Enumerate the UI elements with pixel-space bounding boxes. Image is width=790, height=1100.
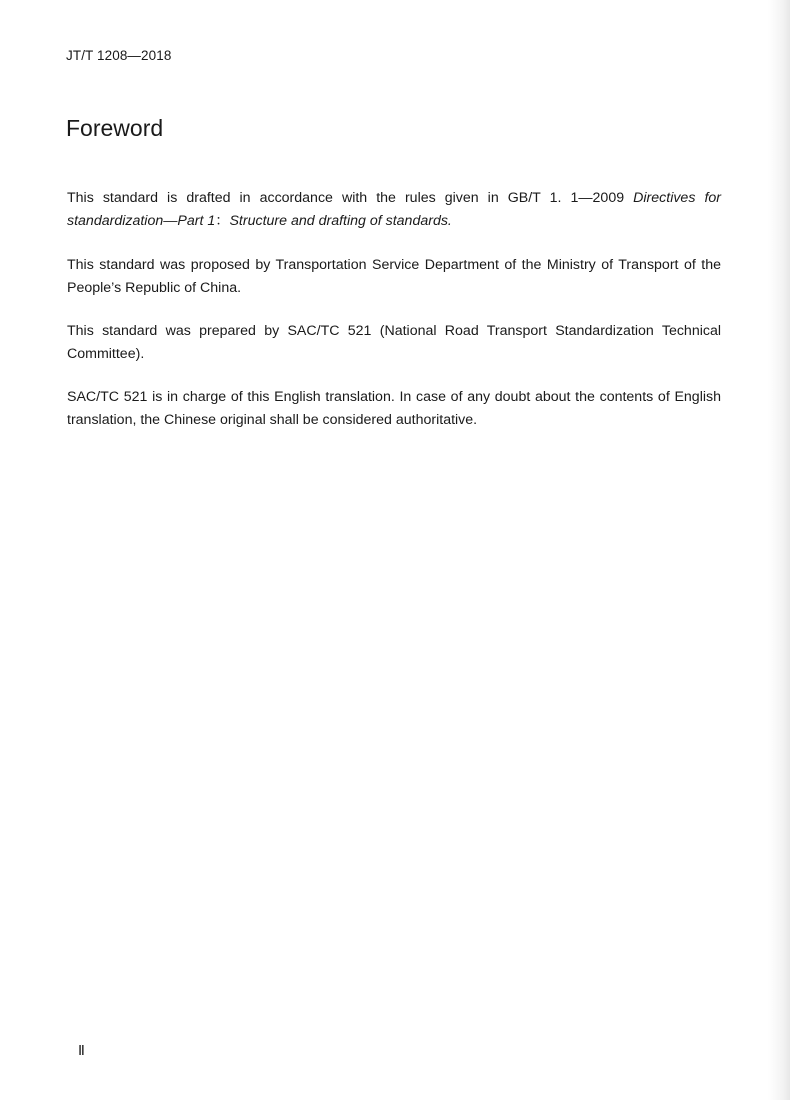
paragraph-translation-note: SAC/TC 521 is in charge of this English translation. In case of any doubt about the contents of English translation, the Chinese original shall be considered authoritative. bbox=[67, 389, 721, 428]
standard-code: JT/T 1208—2018 bbox=[66, 48, 172, 63]
page-edge-shadow bbox=[768, 0, 790, 1100]
paragraph-proposed-by: This standard was proposed by Transportation Service Department of the Ministry of Transport of the People’s Republic of China. bbox=[67, 257, 721, 296]
paragraph-drafting-rules-separator: ： bbox=[215, 212, 230, 229]
page-number: Ⅱ bbox=[78, 1044, 85, 1059]
paragraph-drafting-rules bbox=[67, 187, 721, 232]
paragraph-drafting-rules-lead: This standard is drafted in accordance with the rules given in GB/T 1. 1—2009 bbox=[67, 190, 634, 206]
paragraph-prepared-by: This standard was prepared by SAC/TC 521 (National Road Transport Standardization Technical Committee). bbox=[67, 323, 721, 362]
paragraph-drafting-rules-title-a: Directives for standardization—Part 1 bbox=[67, 190, 721, 229]
page-title: Foreword bbox=[66, 115, 164, 141]
paragraph-drafting-rules-title-b: Structure and drafting of standards. bbox=[229, 212, 452, 229]
